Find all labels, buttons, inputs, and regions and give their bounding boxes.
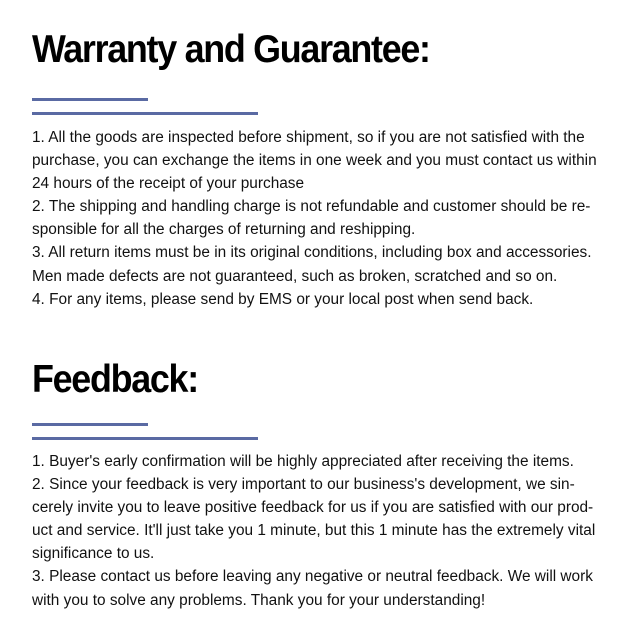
warranty-line: 3. All return items must be in its original conditions, including box and accessories. (32, 244, 592, 262)
feedback-line: uct and service. It'll just take you 1 minute, but this 1 minute has the extremely vital (32, 522, 596, 540)
warranty-line: Men made defects are not guaranteed, such as broken, scratched and so on. (32, 267, 558, 285)
feedback-line: cerely invite you to leave positive feedback for us if you are satisfied with our prod- (32, 499, 594, 517)
warranty-rule-long (32, 112, 258, 115)
feedback-line: significance to us. (32, 545, 155, 563)
warranty-section (32, 28, 612, 318)
warranty-line: 24 hours of the receipt of your purchase (32, 175, 305, 193)
feedback-line: 1. Buyer's early confirmation will be highly appreciated after receiving the items. (32, 453, 574, 470)
warranty-text (32, 126, 600, 311)
feedback-heading: Feedback: (32, 358, 198, 401)
feedback-rule-short (32, 423, 148, 426)
feedback-text (32, 450, 600, 612)
warranty-heading: Warranty and Guarantee: (32, 28, 430, 71)
feedback-line: with you to solve any problems. Thank you for your understanding! (32, 591, 486, 609)
warranty-line: 2. The shipping and handling charge is not refundable and customer should be re- (32, 198, 591, 216)
warranty-line: 4. For any items, please send by EMS or your local post when send back. (32, 290, 534, 308)
feedback-line: 3. Please contact us before leaving any negative or neutral feedback. We will work (32, 568, 593, 586)
warranty-line: purchase, you can exchange the items in one week and you must contact us within (32, 152, 597, 170)
warranty-line: 1. All the goods are inspected before shipment, so if you are not satisfied with the (32, 129, 585, 146)
warranty-line: sponsible for all the charges of returning and reshipping. (32, 221, 416, 239)
feedback-section (32, 358, 612, 618)
feedback-line: 2. Since your feedback is very important to our business's development, we sin- (32, 476, 575, 494)
warranty-rule-short (32, 98, 148, 101)
feedback-rule-long (32, 437, 258, 440)
